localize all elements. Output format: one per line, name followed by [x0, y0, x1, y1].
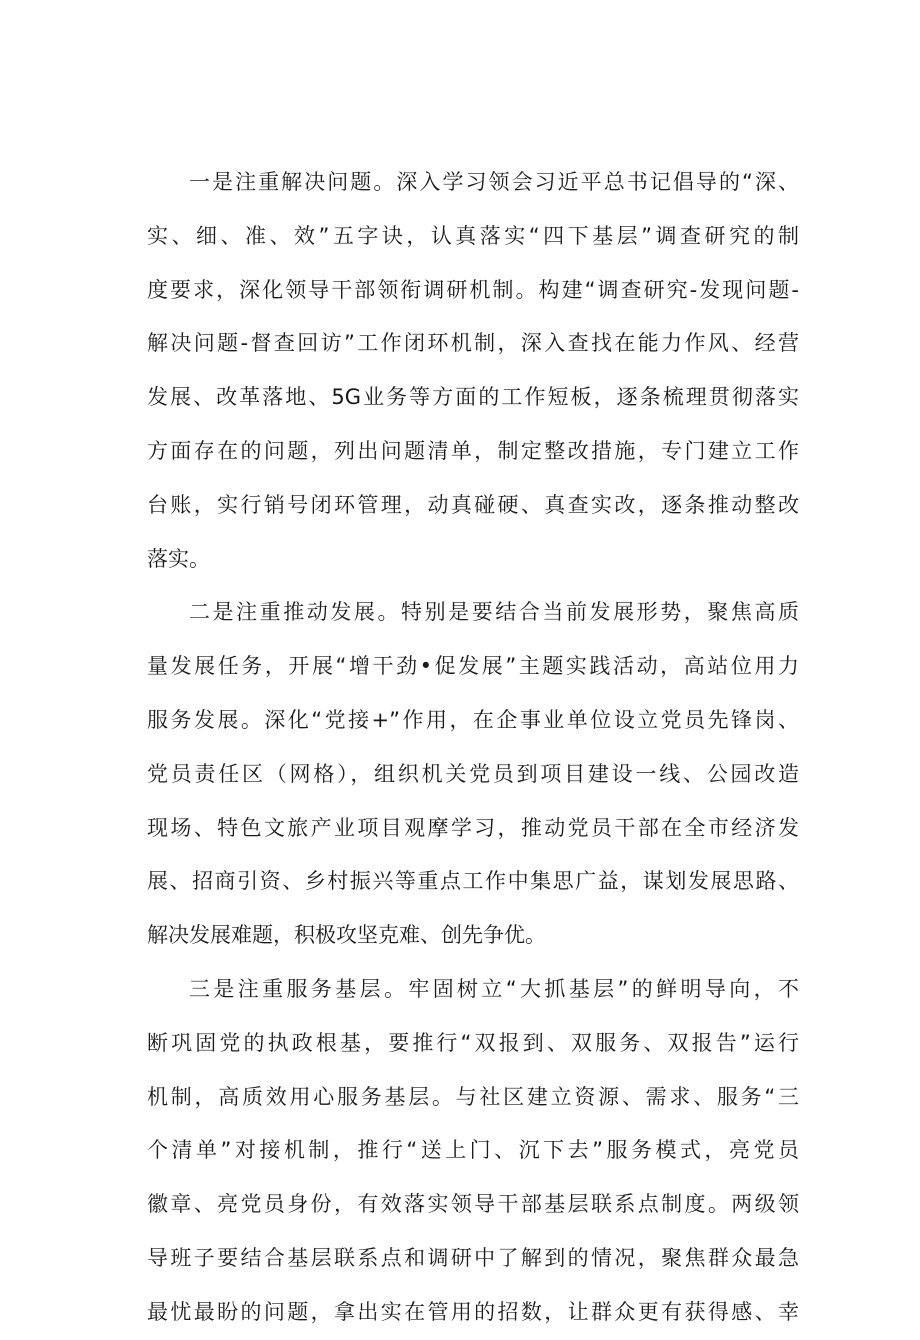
paragraph-1	[147, 156, 799, 586]
text-line: 徽章、亮党员身份，有效落实领导干部基层联系点制度。两级领	[147, 1192, 799, 1217]
text-line: 展、招商引资、乡村振兴等重点工作中集思广益，谋划发展思路、	[147, 869, 799, 894]
text-line: 台账，实行销号闭环管理，动真碰硬、真查实改，逐条推动整改	[147, 492, 799, 517]
text-line: 发展、改革落地、5G业务等方面的工作短板，逐条梳理贯彻落实	[147, 385, 799, 410]
text-line: 方面存在的问题，列出问题清单，制定整改措施，专门建立工作	[147, 438, 799, 463]
text-line: 机制，高质效用心服务基层。与社区建立资源、需求、服务“三	[147, 1084, 799, 1109]
text-line: 导班子要结合基层联系点和调研中了解到的情况，聚焦群众最急	[147, 1245, 799, 1270]
text-line: 解决问题-督查回访”工作闭环机制，深入查找在能力作风、经营	[147, 331, 799, 356]
text-line: 最忧最盼的问题，拿出实在管用的招数，让群众更有获得感、幸	[147, 1299, 799, 1324]
text-line: 三是注重服务基层。牢固树立“大抓基层”的鲜明导向，不	[189, 976, 799, 1001]
text-line: 度要求，深化领导干部领衔调研机制。构建“调查研究-发现问题-	[147, 277, 799, 302]
text-line: 实、细、准、效”五字诀，认真落实“四下基层”调查研究的制	[147, 223, 799, 248]
text-line: 断巩固党的执政根基，要推行“双报到、双服务、双报告”运行	[147, 1030, 799, 1055]
text-line: 量发展任务，开展“增干劲•促发展”主题实践活动，高站位用力	[147, 654, 799, 679]
text-line: 一是注重解决问题。深入学习领会习近平总书记倡导的“深、	[189, 170, 799, 194]
paragraph-3	[147, 963, 799, 1340]
text-line: 二是注重推动发展。特别是要结合当前发展形势，聚焦高质	[189, 600, 799, 625]
text-line: 落实。	[147, 546, 210, 571]
text-line: 服务发展。深化“党接+”作用，在企事业单位设立党员先锋岗、	[147, 707, 799, 732]
document-body	[147, 156, 799, 1340]
text-line: 个清单”对接机制，推行“送上门、沉下去”服务模式，亮党员	[147, 1138, 799, 1163]
text-line: 党员责任区（网格），组织机关党员到项目建设一线、公园改造	[147, 761, 799, 786]
text-line: 现场、特色文旅产业项目观摩学习，推动党员干部在全市经济发	[147, 815, 799, 840]
paragraph-2	[147, 586, 799, 963]
text-line: 解决发展难题，积极攻坚克难、创先争优。	[147, 923, 546, 948]
